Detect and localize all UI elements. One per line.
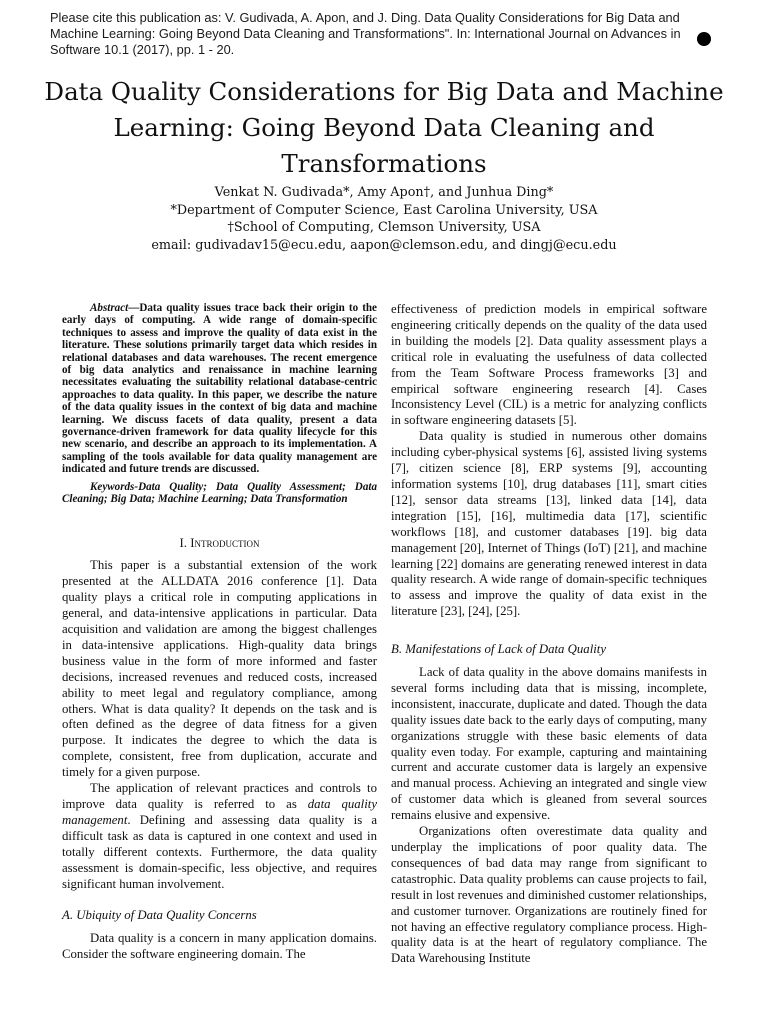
- intro-paragraph-2: [62, 781, 377, 892]
- abstract-label: Abstract: [90, 302, 129, 314]
- abstract-text: —Data quality issues trace back their origin to the early days of computing. A wide range of domain-specific techniques to assess and improve the quality of data exist in the literature. These solutions primarily target data which resides in relational databases and data warehouses. The recent emergence of big data analytics and renaissance in machine learning necessitates evaluating the suitability relational database-centric approaches to data quality. In this paper, we describe the nature of the data quality issues in the context of big data and machine learning. We discuss facets of data quality, present a data governance-driven framework for data quality lifecycle for this new scenario, and describe an approach to its implementation. A sampling of the tools available for data quality management are indicated and future trends are discussed.: [62, 302, 377, 476]
- affiliation-ecu: *Department of Computer Science, East Carolina University, USA: [170, 202, 598, 218]
- citation-notice: Please cite this publication as: V. Gudivada, A. Apon, and J. Ding. Data Quality Considerations for Big Data and Machine Learning: Going Beyond Data Cleaning and Transformations". In: International Journal on Advances in Software 10.1 (2017), pp. 1 - 20.: [50, 10, 681, 57]
- author-emails: email: gudivadav15@ecu.edu, aapon@clemson.edu, and dingj@ecu.edu: [151, 237, 617, 253]
- affiliation-clemson: †School of Computing, Clemson University, USA: [227, 220, 541, 235]
- author-names: Venkat N. Gudivada*, Amy Apon†, and Junhua Ding*: [214, 185, 554, 200]
- right-paragraph-2: Data quality is studied in numerous other domains including cyber-physical systems [6], assisted living systems [7], citizen science [8], ERP systems [9], accounting information systems [10], drug databases [11], smart cities [12], sensor data streams [13], linked data [14], data integration [15], [16], multimedia data [17], scientific workflows [18], and customer databases [19]. big data management [20], Internet of Things (IoT) [21], and machine learning [22] domains are generating renewed interest in data quality research. A wide range of domain-specific techniques to assess and improve the quality of data exist in the literature [23], [24], [25].: [391, 429, 707, 619]
- keywords: Keywords-Data Quality; Data Quality Assessment; Data Cleaning; Big Data; Machine Learning; Data Transformation: [62, 480, 377, 506]
- subsection-heading-b: B. Manifestations of Lack of Data Quality: [391, 642, 607, 657]
- subsection-a-paragraph: Data quality is a concern in many application domains. Consider the software engineering domain. The: [62, 931, 377, 962]
- right-column: [391, 302, 707, 967]
- abstract: [62, 302, 377, 476]
- right-paragraph-4: Organizations often overestimate data quality and underplay the implications of poor quality data. The consequences of bad data may range from significant to catastrophic. Data quality problems can cause projects to fail, result in lost revenues and diminished customer relationships, and customer turnover. Organizations are routinely fined for not having an effective regulatory compliance process. High-quality data is at the heart of regulatory compliance. The Data Warehousing Institute: [391, 824, 707, 966]
- intro-paragraph-1: This paper is a substantial extension of the work presented at the ALLDATA 2016 conference [1]. Data quality plays a critical role in computing applications in general, and data-intensive applications in particular. Data acquisition and validation are among the biggest challenges in data-intensive applications. High-quality data brings business value in the form of more informed and faster decisions, increased revenues and reduced costs, increased ability to meet legal and regulatory compliance, among others. What is data quality? It depends on the task and is often defined as the degree of data fitness for a given purpose. It indicates the degree to which the data is complete, consistent, free from duplication, accurate and timely for a given purpose.: [62, 558, 377, 780]
- right-paragraph-1: effectiveness of prediction models in empirical software engineering critically depends on the quality of the data used in building the models [2]. Data quality assessment plays a critical role in evaluating the usefulness of data collected from the Team Software Process frameworks [3] and empirical software engineering research [4]. Cases Inconsistency Level (CIL) is a metric for analyzing conflicts in software engineering datasets [5].: [391, 302, 707, 428]
- subsection-heading-a: A. Ubiquity of Data Quality Concerns: [62, 908, 257, 923]
- section-heading-introduction: I. Introduction: [179, 535, 260, 550]
- intro-p2-emphasis: data quality management: [62, 797, 378, 827]
- paper-title: Data Quality Considerations for Big Data and Machine Learning: Going Beyond Data Cleaning and Transformations: [44, 77, 724, 178]
- author-block: [100, 184, 668, 254]
- right-paragraph-3: Lack of data quality in the above domains manifests in several forms including data that is missing, incomplete, inconsistent, inaccurate, duplicate and dated. Though the data quality issues date back to the early days of computing, many organizations struggle with these basic elements of data quality even today. For example, capturing and maintaining current and accurate customer data is largely an expensive and manual process. Achieving an integrated and single view of customer data which is gleaned from several sources remains elusive and expensive.: [391, 665, 707, 823]
- intro-p2-end: . Defining and assessing data quality is a difficult task as data is captured in one context and used in totally different contexts. Furthermore, the data quality assessment is domain-specific, less objective, and requires significant human involvement.: [62, 812, 377, 891]
- intro-p2-start: The application of relevant practices and controls to improve data quality is referred to as: [62, 781, 377, 811]
- left-column: [62, 302, 377, 963]
- bullet-dot-icon: [697, 32, 711, 46]
